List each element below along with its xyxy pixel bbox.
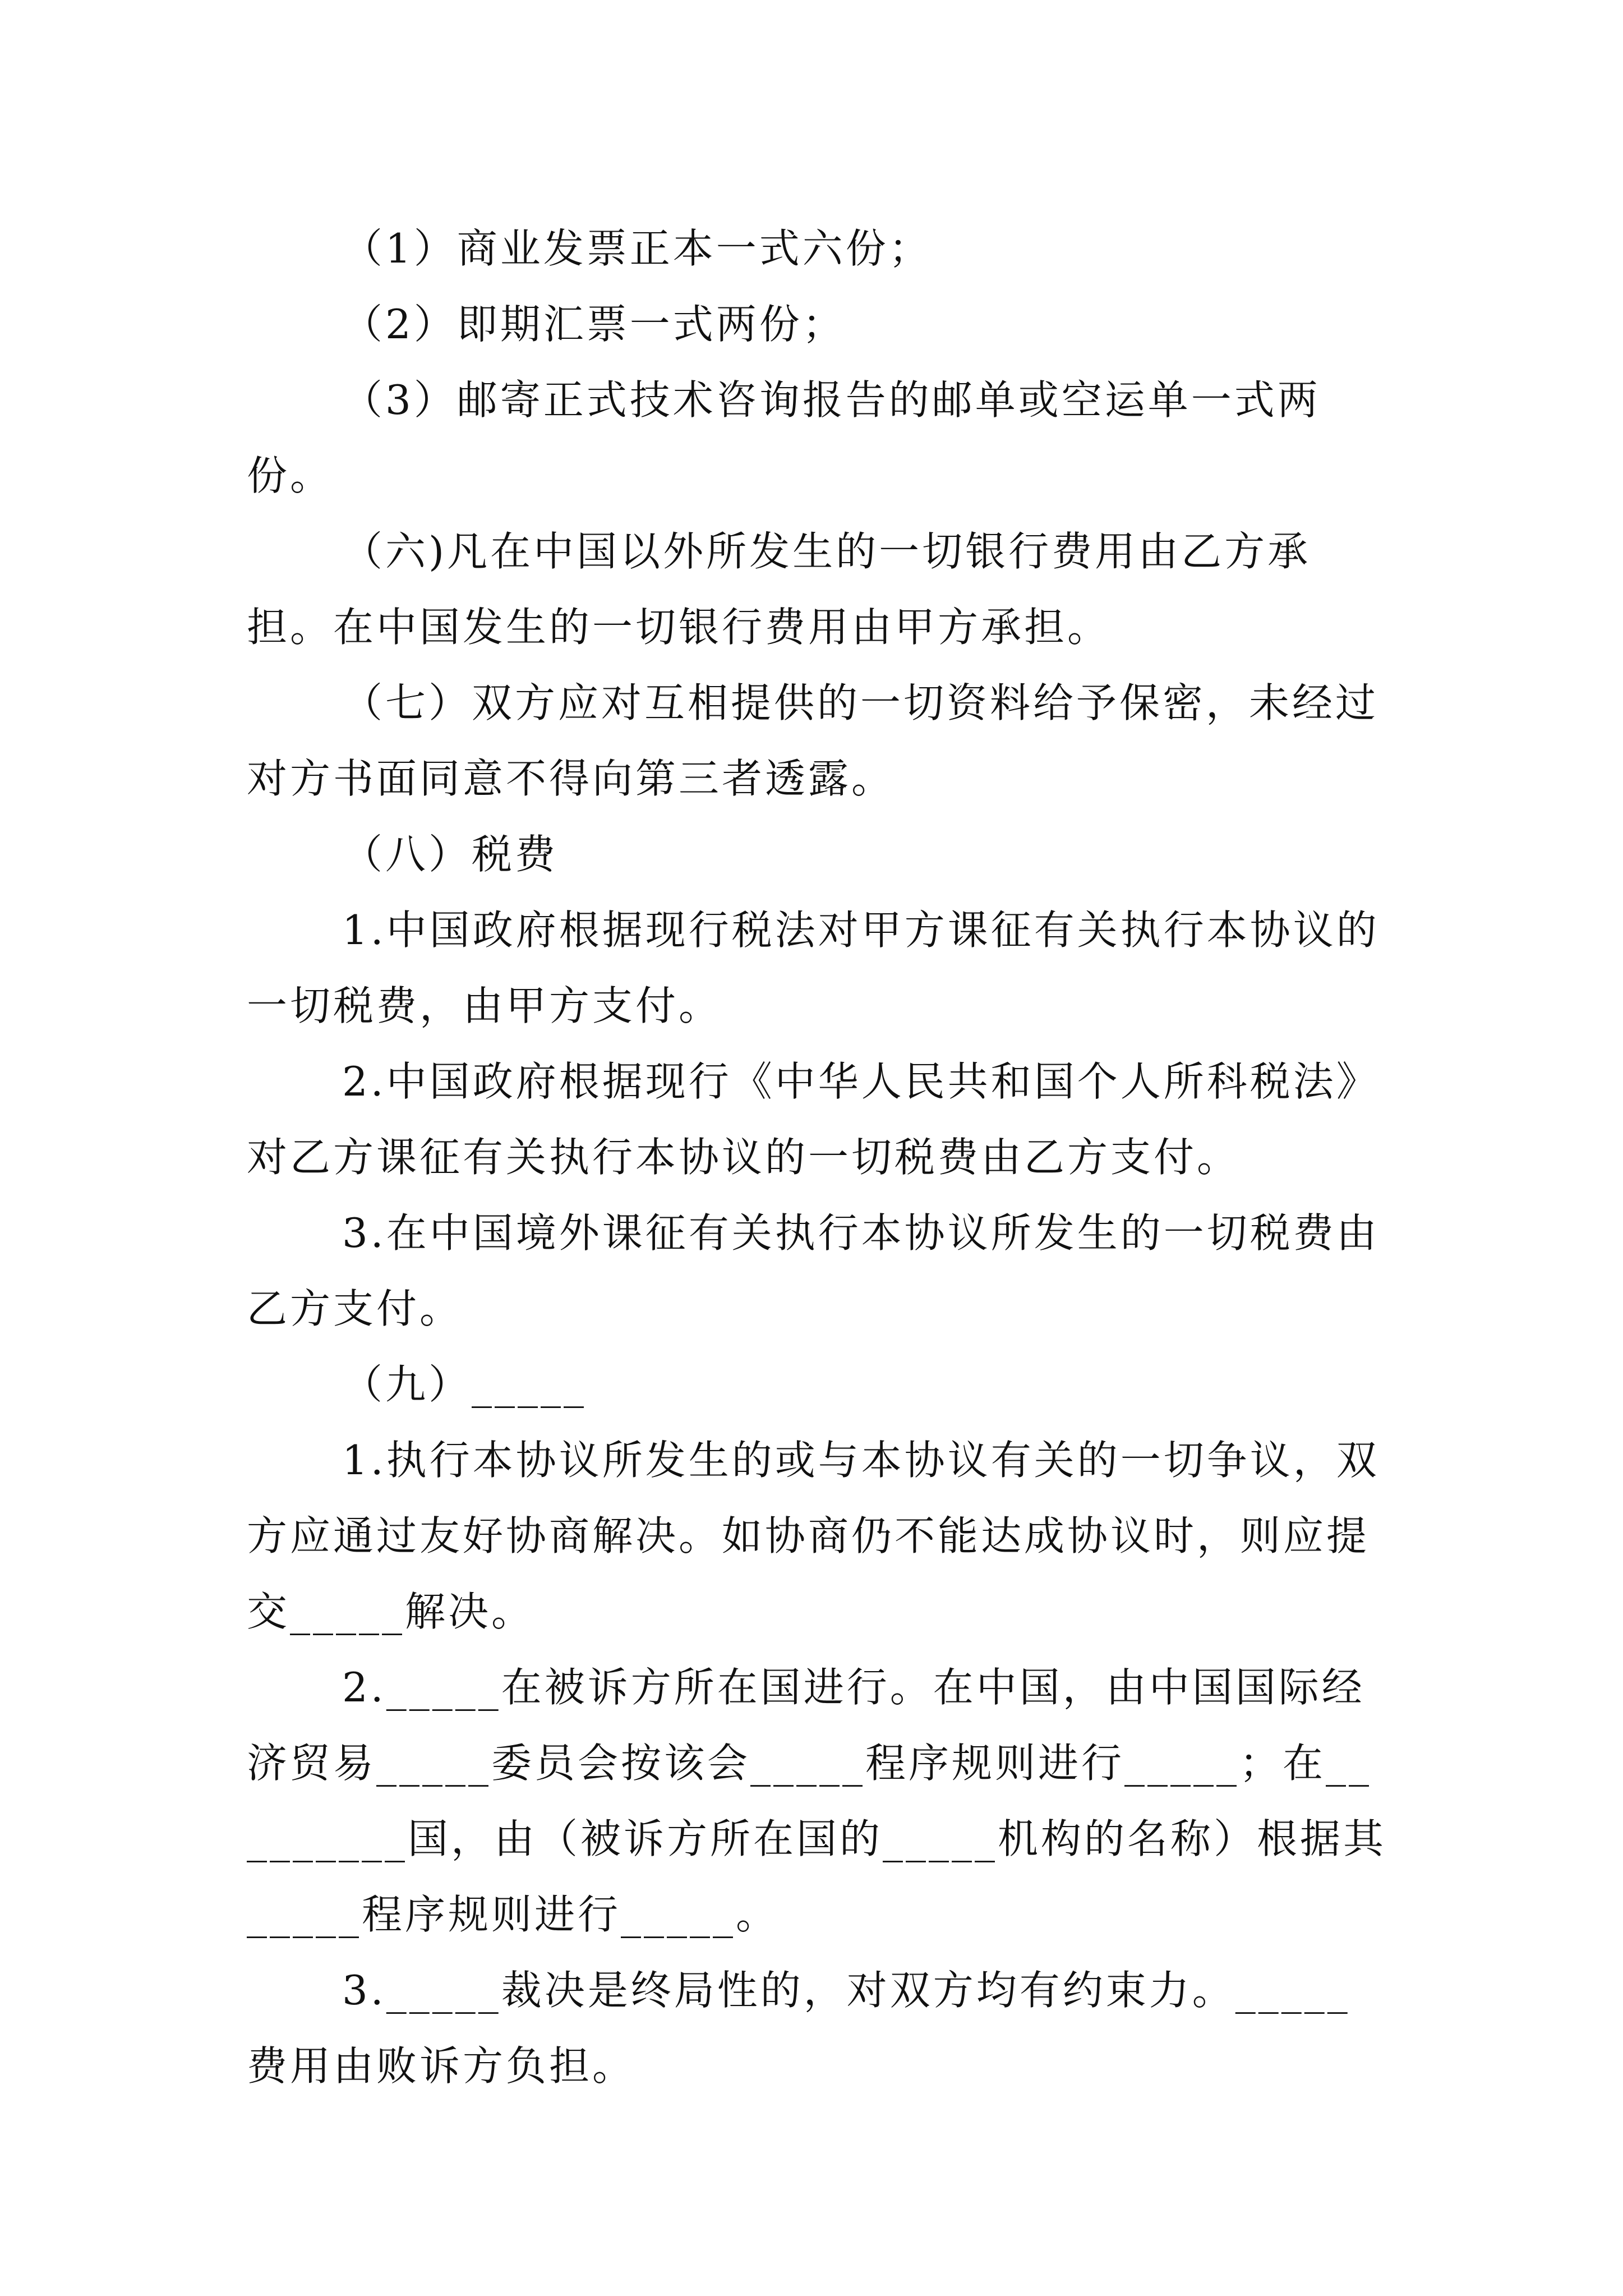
- item-sight-draft: （2）即期汇票一式两份；: [342, 301, 846, 348]
- tax-item-2: 2.中国政府根据现行《中华人民共和国个人所科税法》对乙方课征有关执行本协议的一切税费由乙方支付。: [247, 1058, 1380, 1181]
- clause-bank-fees: （六)凡在中国以外所发生的一切银行费用由乙方承担。在中国发生的一切银行费用由甲方承担。: [247, 528, 1311, 651]
- dispute-item-2: 2._____在被诉方所在国进行。在中国，由中国国际经济贸易_____委员会按该会_____程序规则进行_____；在_________国，由（被诉方所在国的_____机构的名称）根据其_____程序规则进行_____。: [247, 1664, 1387, 1938]
- document-page: [247, 211, 1391, 2104]
- dispute-item-1: 1.执行本协议所发生的或与本协议有关的一切争议，双方应通过友好协商解决。如协商仍不能达成协议时，则应提交_____解决。: [247, 1437, 1380, 1635]
- dispute-item-3: 3._____裁决是终局性的，对双方均有约束力。_____费用由败诉方负担。: [247, 1967, 1350, 2090]
- tax-item-3: 3.在中国境外课征有关执行本协议所发生的一切税费由乙方支付。: [247, 1209, 1380, 1332]
- tax-item-1: 1.中国政府根据现行税法对甲方课征有关执行本协议的一切税费，由甲方支付。: [247, 907, 1380, 1029]
- clause-nine-heading: （九）_____: [342, 1361, 587, 1408]
- item-commercial-invoice: （1）商业发票正本一式六份；: [342, 225, 932, 272]
- item-postal-receipt: （3）邮寄正式技术咨询报告的邮单或空运单一式两份。: [247, 376, 1321, 499]
- clause-taxes-heading: （八）税费: [342, 831, 559, 878]
- clause-confidentiality: （七）双方应对互相提供的一切资料给予保密，未经过对方书面同意不得向第三者透露。: [247, 679, 1379, 802]
